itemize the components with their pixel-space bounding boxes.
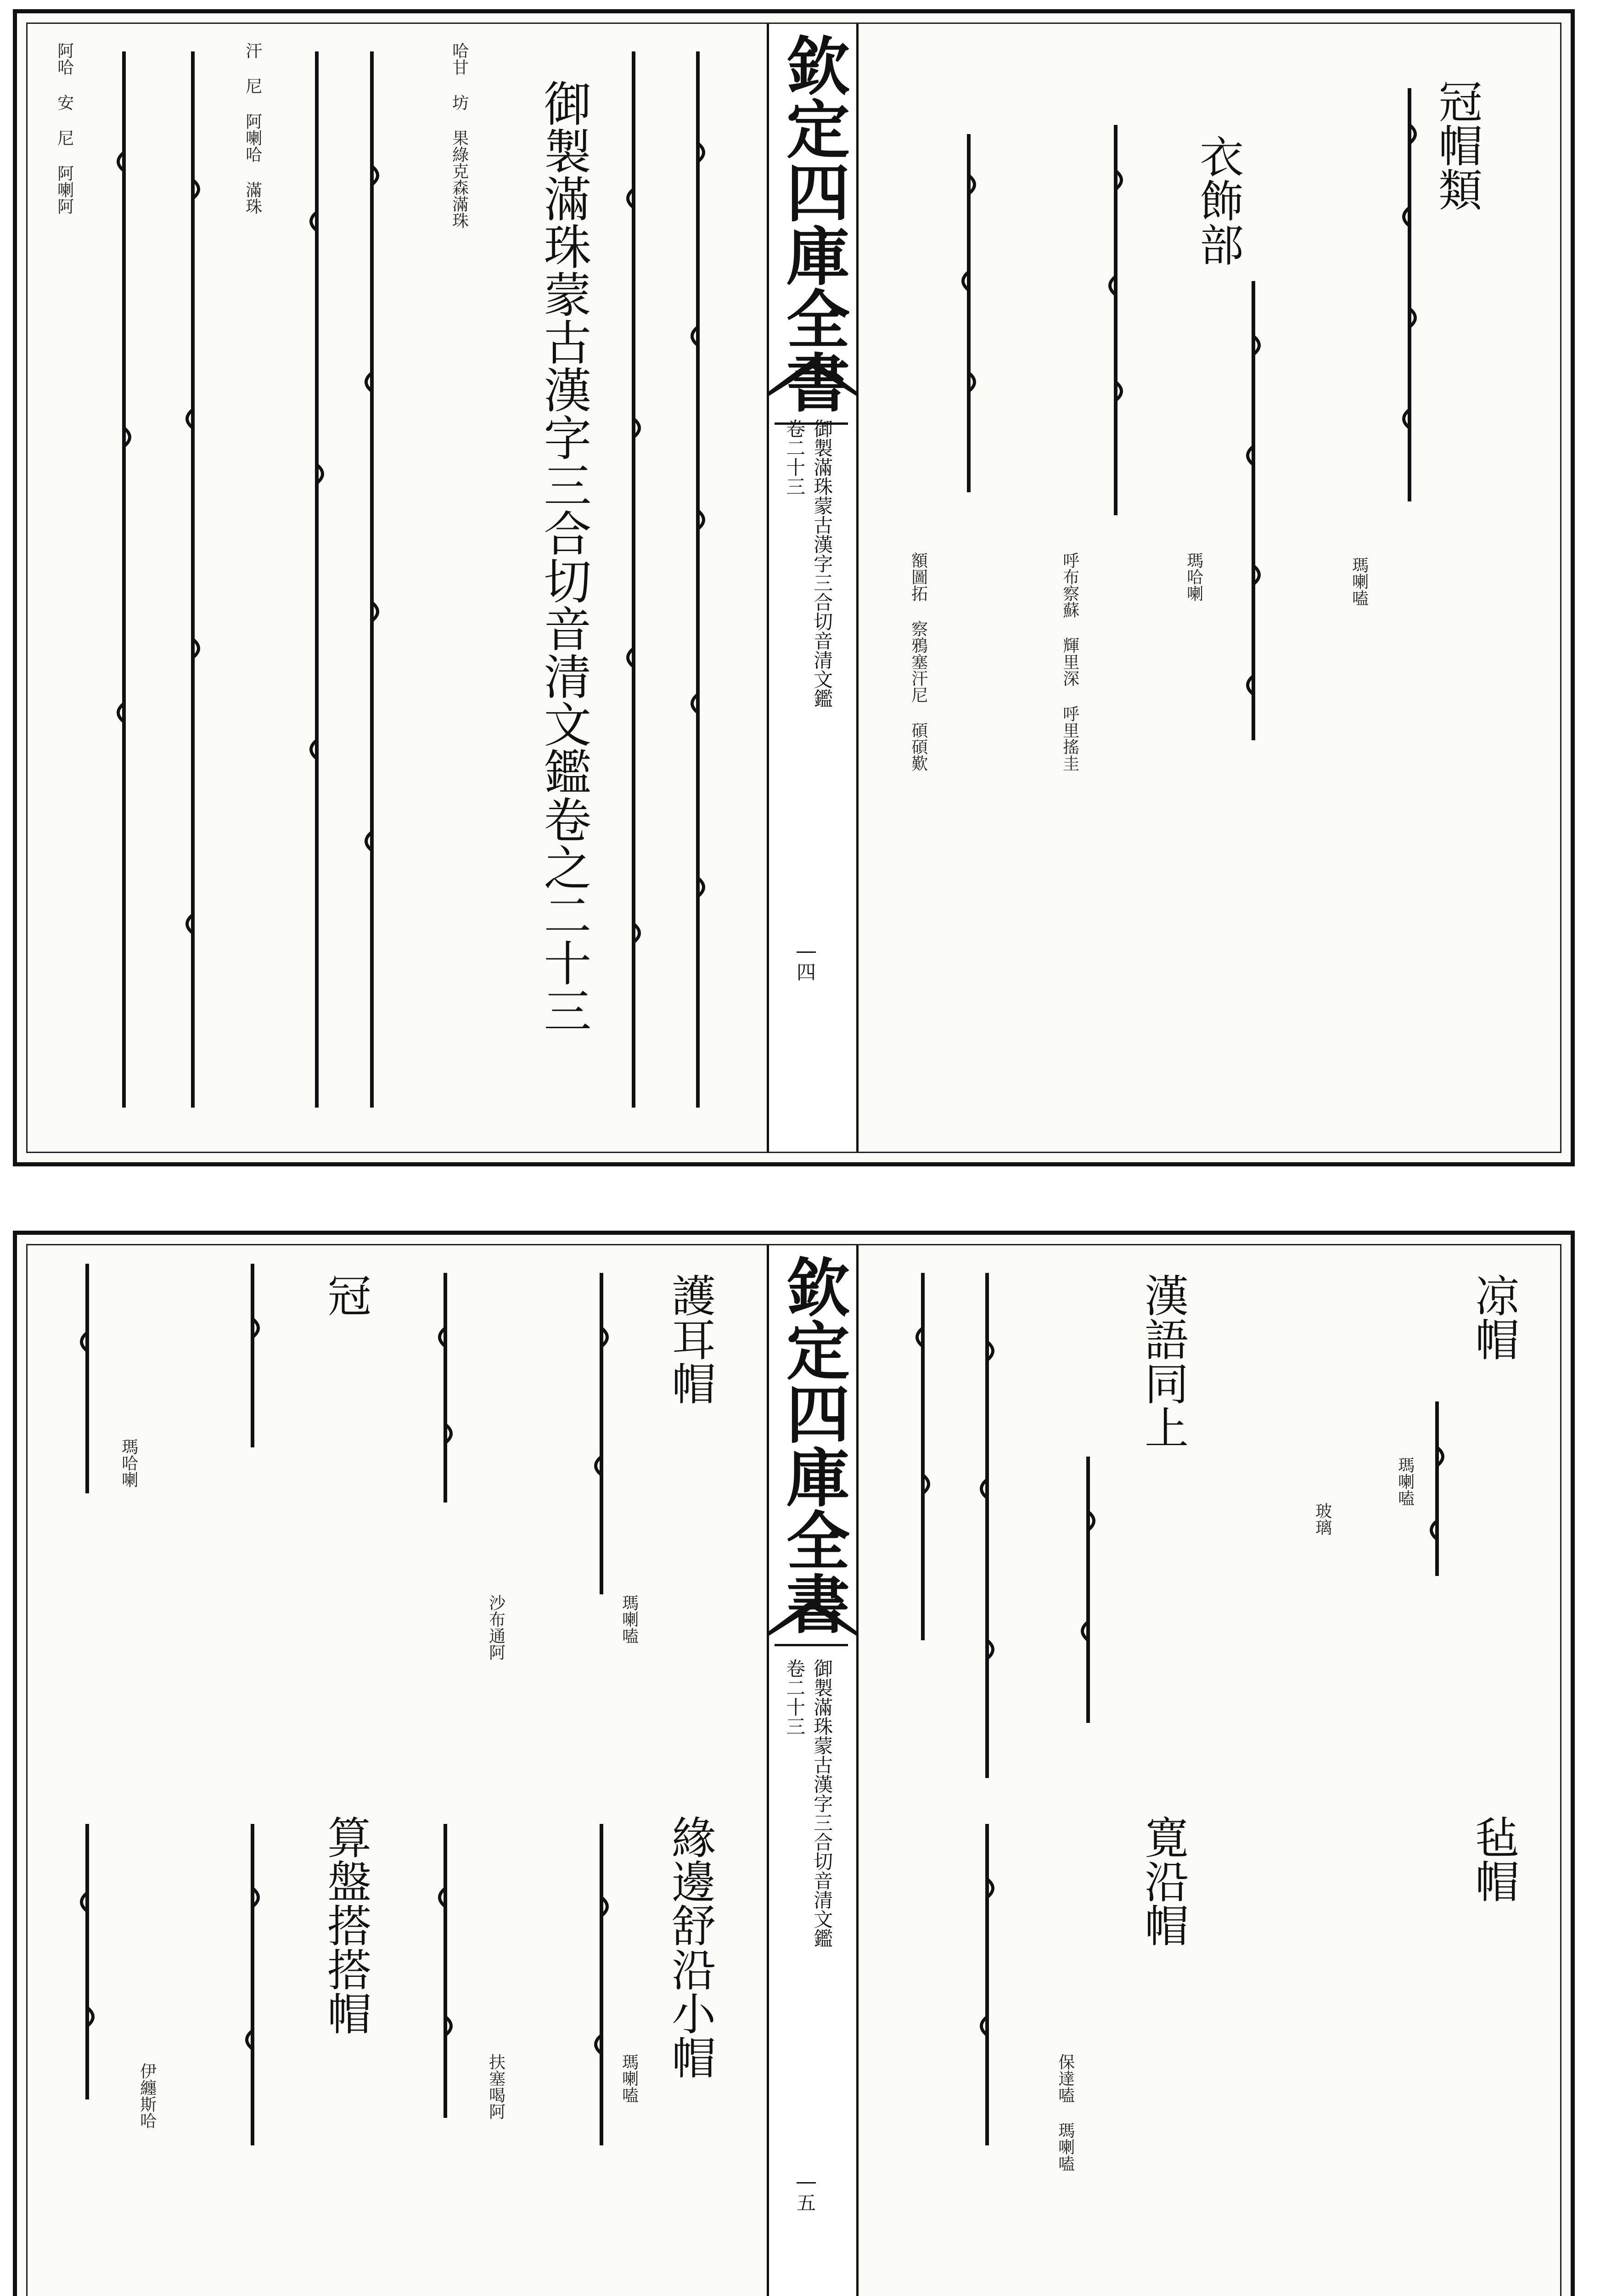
manchu-script-column: [73, 1824, 101, 2099]
manchu-script-column: [588, 1824, 615, 2145]
caption-6: 伊纏斯哈: [137, 2063, 157, 2129]
manchu-script-column: [1423, 1401, 1451, 1576]
spine-subtitle: 御製滿珠蒙古漢字三合切音清文鑑: [811, 419, 834, 708]
manchu-script-column: [973, 1824, 1001, 2145]
manchu-script-column: [1240, 281, 1267, 740]
entry-heading-same: 漢語同上: [1137, 1273, 1189, 1449]
chinese-gloss-2: 額圖拓 察鴉塞汗尼 碩碩歎: [909, 552, 928, 771]
caption-2: 玻璃: [1313, 1503, 1332, 1536]
top-page: [13, 9, 1575, 1166]
fishtail-ornament: [769, 355, 856, 396]
entry-heading-abacus-hat: 算盤搭搭帽: [320, 1815, 372, 2035]
manchu-script-column: [110, 51, 138, 1108]
fishtail-ornament: [769, 1594, 856, 1636]
note-line-2: 汗 尼 阿喇哈 滿珠: [243, 42, 262, 214]
top-left-half: [28, 24, 767, 1152]
manchu-script-column: [239, 1824, 266, 2145]
spine-subtitle: 御製滿珠蒙古漢字三合切音清文鑑: [811, 1659, 834, 1948]
entry-heading-ear-hat: 護耳帽: [664, 1273, 716, 1405]
caption-1: 瑪喇嗑: [619, 1594, 639, 1644]
manchu-script-column: [432, 1273, 459, 1503]
spine-page-number: 五: [797, 2182, 816, 2216]
manchu-script-column: [179, 51, 207, 1108]
manchu-script-column: [620, 51, 647, 1108]
manchu-script-column: [303, 51, 331, 1108]
entry-heading-wide-brim: 寛沿帽: [1137, 1815, 1189, 1947]
caption-1: 瑪喇嗑: [1395, 1457, 1415, 1506]
entry-heading-crown: 冠: [320, 1273, 372, 1317]
spine-title: 欽定四庫全書: [775, 33, 848, 425]
caption-3: 保達嗑 瑪喇嗑: [1056, 2054, 1075, 2172]
manchu-script-column: [955, 134, 983, 492]
spine-title: 欽定四庫全書: [775, 1255, 848, 1646]
caption-2: 瑪哈喇: [119, 1438, 138, 1488]
entry-heading-brim-cap: 緣邊舒沿小帽: [664, 1815, 716, 2079]
spine-volume: 卷二十三: [783, 1659, 806, 1736]
caption-5: 瑪喇嗑: [619, 2054, 639, 2103]
caption-3: 沙布通阿: [486, 1594, 505, 1660]
category-heading: 冠帽類: [1431, 79, 1483, 211]
bottom-page-frame: [26, 1244, 1561, 2296]
bottom-right-half: [854, 1245, 1560, 2296]
volume-title: 御製滿珠蒙古漢字三合切音清文鑑卷之二十三: [535, 79, 592, 1034]
top-spine: [767, 24, 859, 1152]
entry-heading-felt-hat: 毡帽: [1468, 1815, 1520, 1903]
top-page-frame: [26, 23, 1561, 1153]
bottom-spine: [767, 1245, 859, 2296]
chinese-gloss-1: 呼布察蘇 輝里深 呼里搖圭: [1060, 552, 1079, 771]
manchu-script-column: [1074, 1457, 1102, 1723]
note-line-3: 阿哈 安 尼 阿喇阿: [55, 42, 74, 214]
manchu-script-column: [1102, 125, 1129, 515]
section-heading: 衣飾部: [1192, 134, 1244, 266]
caption-4: 扶塞喝阿: [486, 2054, 505, 2120]
manchu-script-column: [973, 1273, 1001, 1778]
manchu-script-column: [73, 1264, 101, 1493]
manchu-script-column: [358, 51, 386, 1108]
note-line-1: 哈甘 坊 果綠克森滿珠: [449, 42, 469, 229]
transliteration-1: 瑪喇嗑: [1349, 557, 1369, 606]
manchu-script-column: [684, 51, 712, 1108]
manchu-script-column: [239, 1264, 266, 1447]
spine-volume: 卷二十三: [783, 419, 806, 496]
bottom-page: [13, 1231, 1575, 2296]
manchu-script-column: [1396, 88, 1423, 501]
manchu-script-column: [909, 1273, 937, 1640]
entry-heading-cool-hat: 凉帽: [1468, 1273, 1520, 1361]
transliteration-2: 瑪哈喇: [1184, 552, 1203, 602]
manchu-script-column: [432, 1824, 459, 2118]
top-right-half: [854, 24, 1560, 1152]
manchu-script-column: [588, 1273, 615, 1594]
spine-page-number: 四: [797, 951, 816, 985]
bottom-left-half: [28, 1245, 767, 2296]
